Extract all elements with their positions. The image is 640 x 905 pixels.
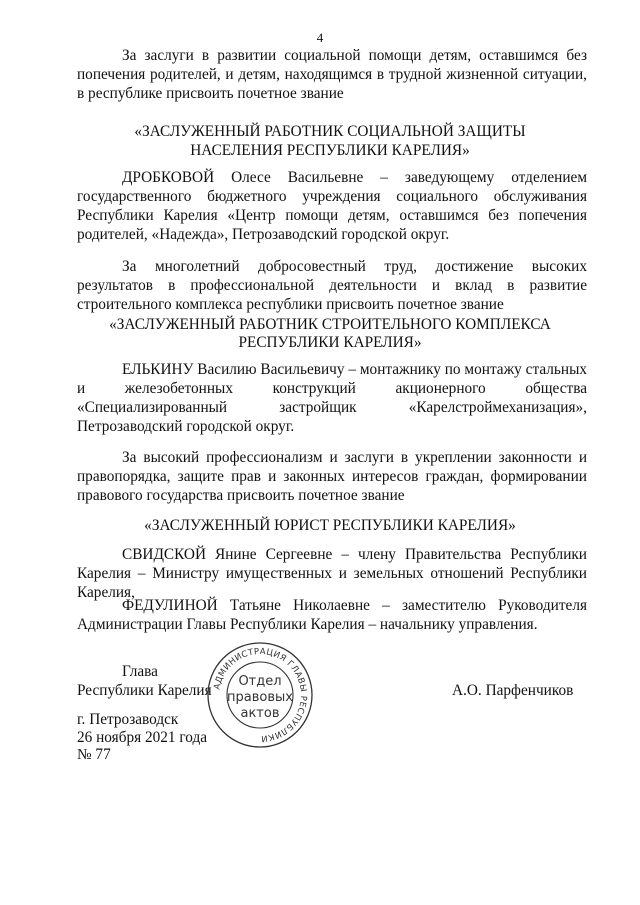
stamp-line2: правовых bbox=[227, 690, 293, 705]
stamp-ring-text: АДМИНИСТРАЦИЯ ГЛАВЫ РЕСПУБЛИКИ bbox=[212, 646, 309, 744]
signature-date: 26 ноября 2021 года bbox=[77, 729, 208, 746]
title-social-worker-line2: НАСЕЛЕНИЯ РЕСПУБЛИКИ КАРЕЛИЯ» bbox=[190, 142, 470, 159]
stamp-line3: актов bbox=[240, 706, 280, 721]
paragraph-social-merit: За заслуги в развитии социальной помощи детям, оставшимся без попечения родителей, и детям, находящимся в трудной жизненной ситуации, в республике присвоить почетное звание bbox=[77, 47, 587, 102]
paragraph-drobkova: ДРОБКОВОЙ Олесе Васильевне – заведующему отделением государственного бюджетного учреждения социального обслуживания Республики Карелия «Центр помощи детям, оставшимся без попечения родителей, «Надежда», Петрозаводский городской округ. bbox=[77, 169, 587, 243]
title-lawyer: «ЗАСЛУЖЕННЫЙ ЮРИСТ РЕСПУБЛИКИ КАРЕЛИЯ» bbox=[144, 517, 516, 534]
paragraph-elkin: ЕЛЬКИНУ Василию Васильевичу – монтажнику по монтажу стальных и железобетонных конструкций акционерного общества «Специализированный застройщик «Карелстроймеханизация», Петрозаводский городской округ. bbox=[77, 361, 587, 435]
title-construction-worker-line2: РЕСПУБЛИКИ КАРЕЛИЯ» bbox=[238, 334, 422, 351]
title-social-worker-line1: «ЗАСЛУЖЕННЫЙ РАБОТНИК СОЦИАЛЬНОЙ ЗАЩИТЫ bbox=[134, 123, 526, 140]
title-construction-worker-line1: «ЗАСЛУЖЕННЫЙ РАБОТНИК СТРОИТЕЛЬНОГО КОМПЛЕКСА bbox=[109, 316, 551, 333]
signature-number: № 77 bbox=[77, 746, 111, 763]
signature-position-line2: Республики Карелия bbox=[77, 682, 212, 699]
signature-position-line1: Глава bbox=[122, 663, 158, 680]
paragraph-fedulina: ФЕДУЛИНОЙ Татьяне Николаевне – заместителю Руководителя Администрации Главы Республики Карелия – начальнику управления. bbox=[77, 597, 587, 633]
paragraph-lawyer-merit: За высокий профессионализм и заслуги в укреплении законности и правопорядка, защите прав и законных интересов граждан, формировании правового государства присвоить почетное звание bbox=[77, 449, 587, 504]
official-stamp bbox=[205, 640, 315, 750]
page-number: 4 bbox=[316, 30, 324, 45]
signature-name: А.О. Парфенчиков bbox=[452, 682, 574, 699]
paragraph-svidskaya: СВИДСКОЙ Янине Сергеевне – члену Правительства Республики Карелия – Министру имущественных и земельных отношений Республики Карелия, bbox=[77, 546, 587, 601]
signature-city: г. Петрозаводск bbox=[77, 711, 179, 728]
stamp-line1: Отдел bbox=[238, 674, 282, 689]
paragraph-construction-merit: За многолетний добросовестный труд, достижение высоких результатов в профессиональной деятельности и вклад в развитие строительного комплекса республики присвоить почетное звание bbox=[77, 258, 587, 313]
